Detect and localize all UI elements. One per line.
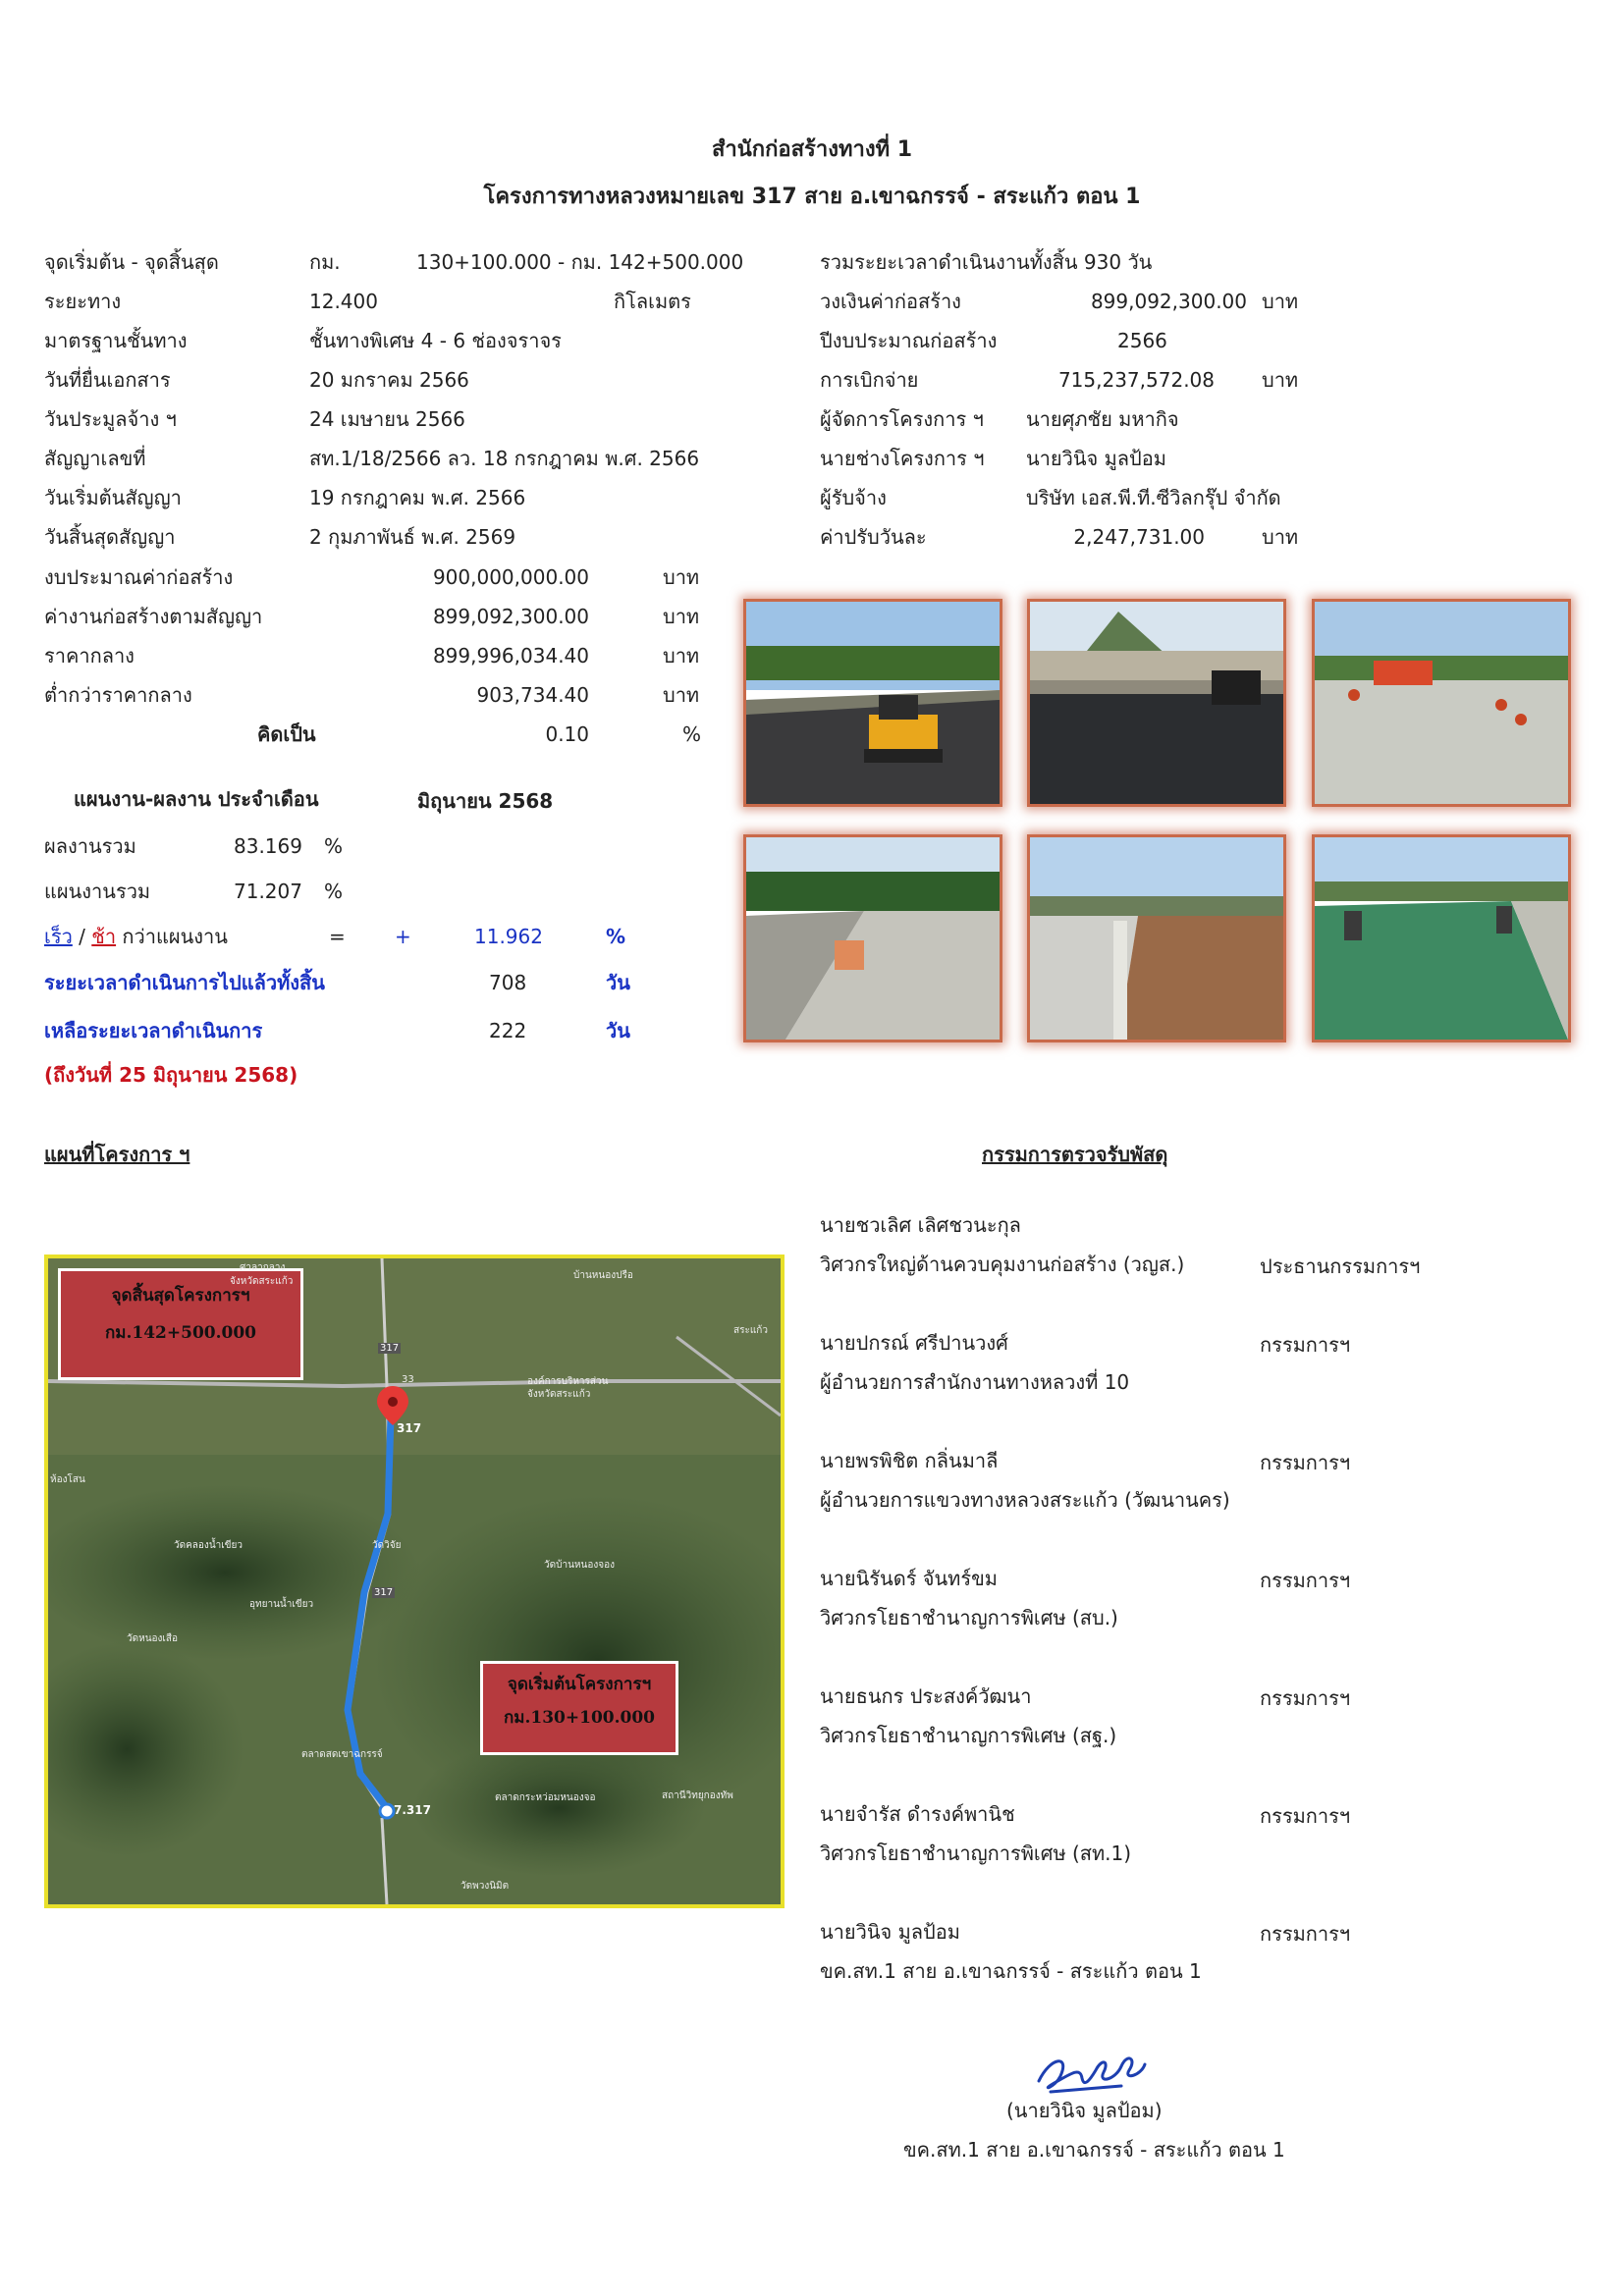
member-position: วิศวกรโยธาชำนาญการพิเศษ (สท.1) — [820, 1842, 1132, 1865]
info-label: ผู้รับจ้าง — [820, 486, 887, 509]
info-value: 715,237,572.08 — [1057, 368, 1215, 392]
member-role: กรรมการฯ — [1260, 1569, 1351, 1592]
photo-curb-construction — [1027, 834, 1286, 1042]
info-label: วันประมูลจ้าง ฯ — [44, 407, 177, 431]
budget-unit: บาท — [663, 644, 700, 667]
budget-value: 0.10 — [545, 722, 589, 746]
progress-heading: แผนงาน-ผลงาน ประจำเดือน — [74, 787, 319, 811]
photo-road-roller — [743, 599, 1002, 807]
diff-value: 11.962 — [474, 925, 543, 948]
map-label: วัดพวงนิมิต — [460, 1881, 510, 1892]
info-value: 24 เมษายน 2566 — [309, 407, 465, 431]
map-label: 7.317 — [394, 1803, 431, 1817]
member-position: วิศวกรใหญ่ด้านควบคุมงานก่อสร้าง (วญส.) — [820, 1253, 1185, 1276]
elapsed-value: 708 — [489, 971, 527, 994]
info-value: ชั้นทางพิเศษ 4 - 6 ช่องจราจร — [309, 329, 562, 352]
info-value: นายวินิจ มูลป้อม — [1026, 447, 1166, 470]
plus-sign: + — [395, 925, 411, 948]
plan-unit: % — [324, 880, 344, 903]
info-unit: กิโลเมตร — [614, 290, 691, 313]
info-label: สัญญาเลขที่ — [44, 447, 146, 470]
info-label: วงเงินค่าก่อสร้าง — [820, 290, 961, 313]
member-role: กรรมการฯ — [1260, 1333, 1351, 1357]
member-role: กรรมการฯ — [1260, 1451, 1351, 1474]
info-value: 899,092,300.00 — [1090, 290, 1247, 313]
info-label: วันที่ยื่นเอกสาร — [44, 368, 171, 392]
map-label: วัดหนองเสือ — [127, 1633, 178, 1644]
actual-value: 83.169 — [234, 834, 302, 858]
budget-label: ค่างานก่อสร้างตามสัญญา — [44, 605, 263, 628]
member-name: นายจำรัส ดำรงค์พานิช — [820, 1802, 1015, 1826]
member-name: นายชวเลิศ เลิศชวนะกุล — [820, 1213, 1021, 1237]
map-heading: แผนที่โครงการ ฯ — [44, 1143, 190, 1166]
project-title: โครงการทางหลวงหมายเลข 317 สาย อ.เขาฉกรรจ์ - สระแก้ว ตอน 1 — [483, 185, 1141, 209]
budget-label: คิดเป็น — [257, 722, 316, 746]
info-label: ปีงบประมาณก่อสร้าง — [820, 329, 998, 352]
slow-label: ช้า — [91, 925, 117, 948]
start-marker-icon — [372, 1803, 386, 1817]
actual-label: ผลงานรวม — [44, 834, 136, 858]
member-name: นายธนกร ประสงค์วัฒนา — [820, 1684, 1032, 1708]
budget-unit: % — [682, 722, 702, 746]
map-label: 33 — [402, 1374, 414, 1385]
info-label: วันเริ่มต้นสัญญา — [44, 486, 182, 509]
remain-label: เหลือระยะเวลาดำเนินการ — [44, 1019, 263, 1042]
budget-value: 900,000,000.00 — [432, 565, 589, 589]
member-role: กรรมการฯ — [1260, 1804, 1351, 1828]
info-value: 130+100.000 - กม. 142+500.000 — [416, 250, 744, 274]
map-label: สถานีวิทยุกองทัพ — [662, 1790, 733, 1801]
vs-plan: กว่าแผนงาน — [116, 925, 228, 948]
map-label: สระแก้ว — [733, 1325, 768, 1336]
photo-concrete-road — [743, 834, 1002, 1042]
info-value: 2566 — [1117, 329, 1167, 352]
budget-value: 899,996,034.40 — [432, 644, 589, 667]
plan-value: 71.207 — [234, 880, 302, 903]
slash: / — [72, 925, 92, 948]
info-value: 12.400 — [309, 290, 378, 313]
budget-label: งบประมาณค่าก่อสร้าง — [44, 565, 234, 589]
budget-value: 899,092,300.00 — [432, 605, 589, 628]
info-value: 2,247,731.00 — [1073, 525, 1205, 549]
member-name: นายปกรณ์ ศรีปานวงศ์ — [820, 1331, 1008, 1355]
budget-label: ต่ำกว่าราคากลาง — [44, 683, 192, 707]
map-label: จังหวัดสระแก้ว — [230, 1276, 294, 1287]
handwritten-signature — [1031, 2037, 1149, 2101]
info-unit: บาท — [1262, 290, 1299, 313]
info-unit: บาท — [1262, 525, 1299, 549]
progress-month: มิถุนายน 2568 — [417, 789, 554, 813]
map-label: 317 — [397, 1421, 422, 1435]
photo-concrete-workers — [1312, 599, 1571, 807]
member-position: ผู้อำนวยการแขวงทางหลวงสระแก้ว (วัฒนานคร) — [820, 1488, 1230, 1512]
equals-sign: = — [329, 925, 346, 948]
info-label: จุดเริ่มต้น - จุดสิ้นสุด — [44, 250, 219, 274]
info-label: การเบิกจ่าย — [820, 368, 919, 392]
project-map[interactable] — [44, 1255, 785, 1908]
diff-unit: % — [606, 925, 626, 948]
fast-label: เร็ว — [44, 925, 73, 948]
map-label: ศาลากลาง — [240, 1262, 286, 1273]
info-value: บริษัท เอส.พี.ที.ซีวิลกรุ๊ป จำกัด — [1026, 486, 1281, 509]
map-label: ตลาดกระหว่อมหนองจอ — [495, 1792, 596, 1803]
info-label: รวมระยะเวลาดำเนินงานทั้งสิ้น 930 วัน — [820, 250, 1153, 274]
plan-label: แผนงานรวม — [44, 880, 151, 903]
info-label: นายช่างโครงการ ฯ — [820, 447, 985, 470]
map-label: วัดวิจัย — [372, 1540, 402, 1551]
map-label: จังหวัดสระแก้ว — [527, 1389, 591, 1400]
info-label: ค่าปรับวันละ — [820, 525, 927, 549]
as-of-date: (ถึงวันที่ 25 มิถุนายน 2568) — [44, 1063, 298, 1087]
committee-heading: กรรมการตรวจรับพัสดุ — [982, 1143, 1168, 1166]
member-role: กรรมการฯ — [1260, 1922, 1351, 1946]
signer-position: ขค.สท.1 สาย อ.เขาฉกรรจ์ - สระแก้ว ตอน 1 — [903, 2138, 1285, 2162]
end-point-title: จุดสิ้นสุดโครงการฯ — [111, 1286, 250, 1306]
member-position: ผู้อำนวยการสำนักงานทางหลวงที่ 10 — [820, 1370, 1130, 1394]
info-label: ระยะทาง — [44, 290, 122, 313]
info-unit: บาท — [1262, 368, 1299, 392]
map-label: 317 — [374, 1587, 394, 1598]
remain-unit: วัน — [606, 1019, 630, 1042]
end-point-km: กม.142+500.000 — [104, 1323, 257, 1343]
member-name: นายพรพิชิต กลิ่นมาลี — [820, 1449, 999, 1472]
map-label: วัดคลองน้ำเขียว — [174, 1540, 243, 1551]
map-label: ตลาดสดเขาฉกรรจ์ — [301, 1749, 383, 1760]
start-point-callout — [480, 1661, 678, 1755]
elapsed-label: ระยะเวลาดำเนินการไปแล้วทั้งสิ้น — [44, 971, 325, 994]
member-position: วิศวกรโยธาชำนาญการพิเศษ (สฐ.) — [820, 1724, 1117, 1747]
signer-name: (นายวินิจ มูลป้อม) — [1006, 2099, 1163, 2122]
info-label: มาตรฐานชั้นทาง — [44, 329, 188, 352]
elapsed-unit: วัน — [606, 971, 630, 994]
info-label: ผู้จัดการโครงการ ฯ — [820, 407, 984, 431]
member-role: กรรมการฯ — [1260, 1686, 1351, 1710]
photo-green-paving-blocks — [1312, 834, 1571, 1042]
map-label: องค์การบริหารส่วน — [527, 1376, 609, 1387]
member-name: นายวินิจ มูลป้อม — [820, 1920, 960, 1944]
info-value: 2 กุมภาพันธ์ พ.ศ. 2569 — [309, 525, 516, 549]
fast-slow-line — [44, 924, 228, 949]
budget-value: 903,734.40 — [476, 683, 589, 707]
map-label: วัดบ้านหนองจอง — [544, 1560, 615, 1571]
info-label: วันสิ้นสุดสัญญา — [44, 525, 176, 549]
map-label: ห้องโสน — [50, 1474, 85, 1485]
member-role: ประธานกรรมการฯ — [1260, 1255, 1421, 1278]
member-position: วิศวกรโยธาชำนาญการพิเศษ (สบ.) — [820, 1606, 1118, 1629]
budget-label: ราคากลาง — [44, 644, 135, 667]
office-title: สำนักก่อสร้างทางที่ 1 — [711, 137, 913, 162]
budget-unit: บาท — [663, 605, 700, 628]
member-name: นายนิรันดร์ จันทร์ขม — [820, 1567, 998, 1590]
info-value: สท.1/18/2566 ลว. 18 กรกฎาคม พ.ศ. 2566 — [309, 447, 700, 470]
remain-value: 222 — [489, 1019, 527, 1042]
map-label: บ้านหนองปรือ — [573, 1270, 633, 1281]
photo-asphalt-paving — [1027, 599, 1286, 807]
info-value: 20 มกราคม 2566 — [309, 368, 469, 392]
info-value: นายศุภชัย มหากิจ — [1026, 407, 1179, 431]
map-label: 317 — [380, 1343, 400, 1354]
actual-unit: % — [324, 834, 344, 858]
info-value: 19 กรกฎาคม พ.ศ. 2566 — [309, 486, 526, 509]
member-position: ขค.สท.1 สาย อ.เขาฉกรรจ์ - สระแก้ว ตอน 1 — [820, 1959, 1202, 1983]
budget-unit: บาท — [663, 683, 700, 707]
start-point-title: จุดเริ่มต้นโครงการฯ — [507, 1675, 652, 1694]
start-point-km: กม.130+100.000 — [503, 1708, 656, 1728]
info-value: กม. — [309, 250, 341, 274]
budget-unit: บาท — [663, 565, 700, 589]
map-label: อุทยานน้ำเขียว — [249, 1599, 314, 1610]
